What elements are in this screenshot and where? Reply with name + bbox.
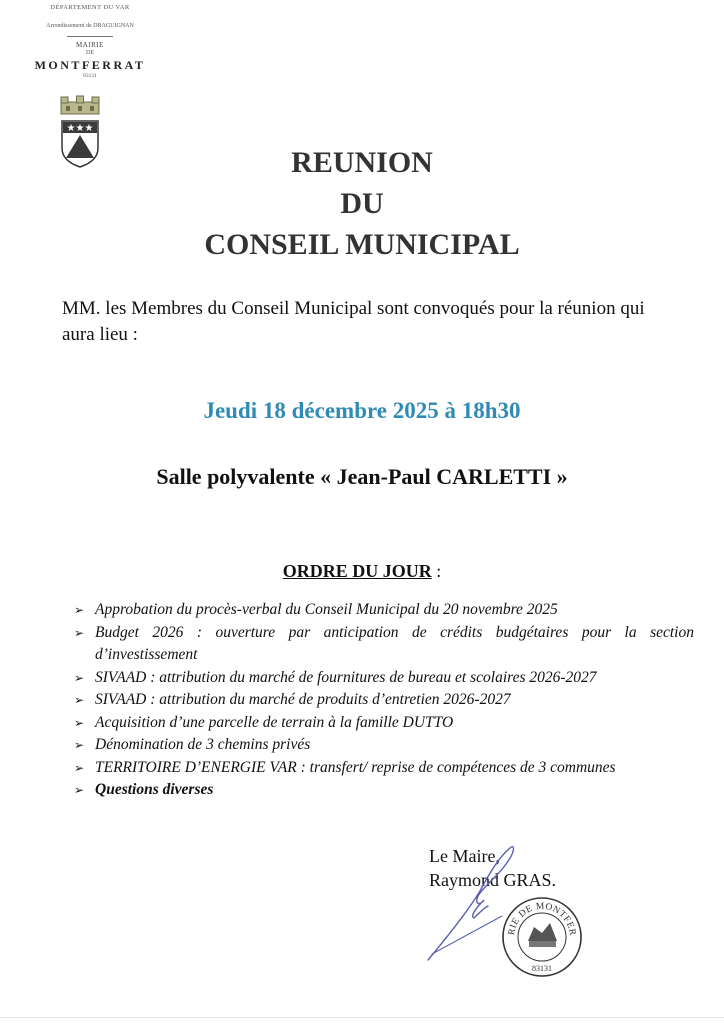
agenda-title: ORDRE DU JOUR	[282, 561, 432, 581]
seal-code: 83131	[532, 964, 552, 973]
department-label: DÉPARTEMENT DU VAR	[50, 4, 130, 11]
agenda-item	[74, 757, 694, 780]
title-line-3: CONSEIL MUNICIPAL	[204, 228, 520, 261]
letterhead	[20, 4, 160, 79]
arrondissement-label: Arrondissement de DRAGUIGNAN	[46, 23, 134, 29]
agenda-item-text: Questions diverses	[95, 781, 214, 798]
agenda-item	[74, 779, 694, 802]
agenda-item-text: TERRITOIRE D’ENERGIE VAR : transfert/ reprise de compétences de 3 communes	[95, 758, 616, 776]
agenda-item-text: Dénomination de 3 chemins privés	[95, 736, 311, 753]
agenda-item-text: Budget 2026 : ouverture par anticipation de crédits budgétaires pour la section d’investissement	[95, 623, 694, 663]
agenda-item	[74, 689, 694, 712]
municipal-seal	[500, 895, 584, 984]
agenda-item-text: Acquisition d’une parcelle de terrain à la famille DUTTO	[95, 713, 454, 731]
bullet-arrow-icon: ➢	[74, 693, 85, 707]
letterhead-divider	[67, 36, 113, 37]
bullet-arrow-icon: ➢	[74, 738, 85, 752]
bullet-arrow-icon: ➢	[74, 760, 85, 775]
agenda-item	[74, 667, 694, 690]
agenda-item	[74, 734, 694, 757]
agenda-item-text: Approbation du procès-verbal du Conseil Municipal du 20 novembre 2025	[95, 601, 558, 618]
bullet-arrow-icon: ➢	[74, 783, 85, 797]
title-line-1: REUNION	[291, 146, 433, 179]
signatory-role: Le Maire,	[429, 846, 500, 866]
agenda-title-suffix: :	[431, 561, 442, 581]
de-label: DE	[86, 50, 94, 56]
town-name: MONTFERRAT	[34, 58, 146, 72]
convocation-text: MM. les Membres du Conseil Municipal sont convoqués pour la réunion qui aura lieu :	[62, 298, 645, 345]
bullet-arrow-icon: ➢	[74, 715, 85, 730]
agenda-item	[74, 622, 694, 667]
signatory-name: Raymond GRAS.	[429, 870, 557, 890]
title-line-2: DU	[340, 187, 384, 220]
bullet-arrow-icon: ➢	[74, 603, 85, 617]
agenda-item	[74, 712, 694, 735]
meeting-title	[0, 142, 724, 265]
agenda-item	[74, 599, 694, 622]
meeting-date: Jeudi 18 décembre 2025 à 18h30	[203, 398, 521, 423]
svg-text:★★★: ★★★	[66, 123, 94, 134]
meeting-venue: Salle polyvalente « Jean-Paul CARLETTI »	[156, 464, 568, 489]
postal-code: 83131	[83, 73, 97, 79]
agenda-item-text: SIVAAD : attribution du marché de fournitures de bureau et scolaires 2026-2027	[95, 668, 597, 686]
agenda-list	[74, 599, 694, 802]
page-bottom-edge	[0, 1017, 724, 1018]
seal-text: RIE DE MONTFER	[506, 901, 578, 937]
agenda-heading	[0, 561, 724, 582]
mairie-label: MAIRIE	[76, 41, 104, 49]
bullet-arrow-icon: ➢	[74, 625, 85, 640]
bullet-arrow-icon: ➢	[74, 670, 85, 685]
agenda-item-text: SIVAAD : attribution du marché de produits d’entretien 2026-2027	[95, 691, 511, 708]
